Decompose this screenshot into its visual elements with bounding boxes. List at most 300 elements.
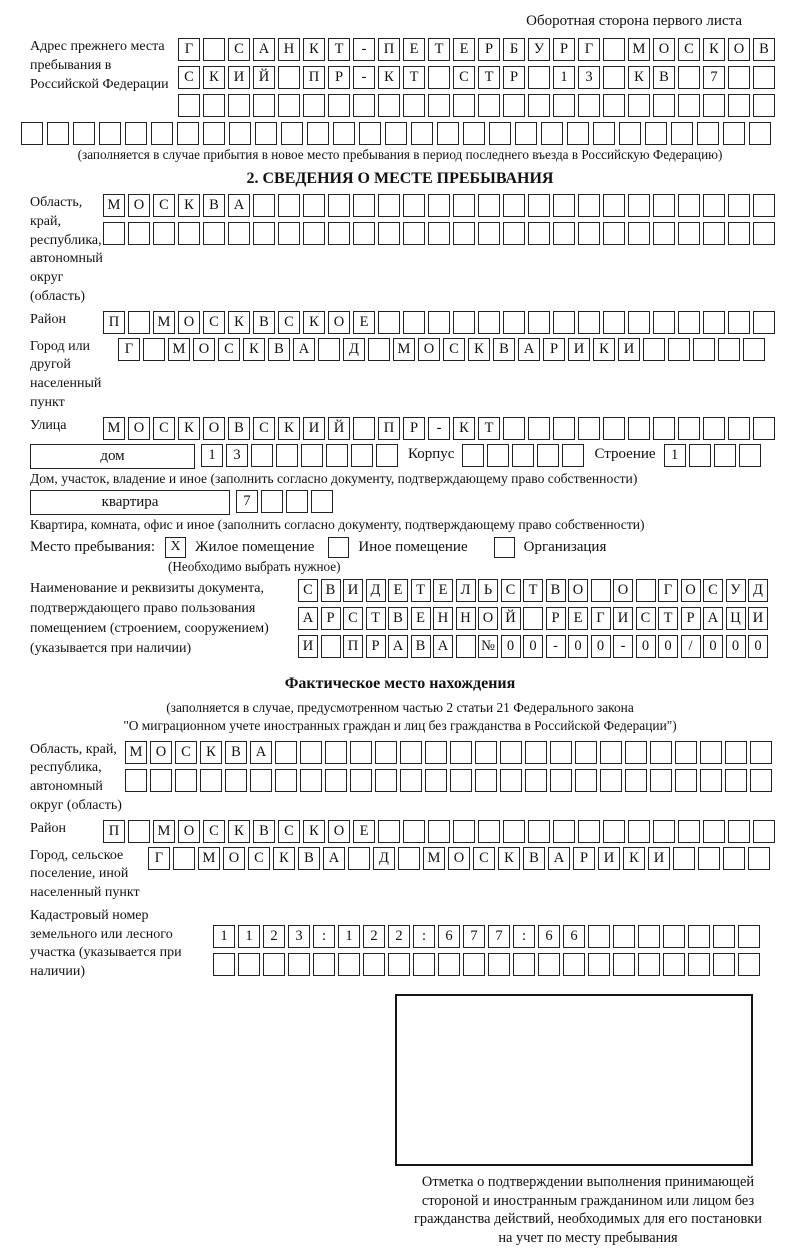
char-cell[interactable] xyxy=(438,953,460,976)
char-cell[interactable] xyxy=(453,194,475,217)
char-cell[interactable]: И xyxy=(343,579,363,602)
char-cell[interactable]: А xyxy=(293,338,315,361)
char-cell[interactable]: М xyxy=(153,311,175,334)
char-cell[interactable]: Г xyxy=(591,607,611,630)
char-cell[interactable]: И xyxy=(568,338,590,361)
char-cell[interactable] xyxy=(675,769,697,792)
char-cell[interactable]: Т xyxy=(523,579,543,602)
char-cell[interactable]: Р xyxy=(321,607,341,630)
char-cell[interactable]: / xyxy=(681,635,701,658)
char-cell[interactable] xyxy=(253,194,275,217)
char-cell[interactable]: 2 xyxy=(263,925,285,948)
char-cell[interactable]: С xyxy=(278,311,300,334)
char-cell[interactable] xyxy=(750,741,772,764)
char-cell[interactable] xyxy=(550,741,572,764)
char-cell[interactable] xyxy=(700,741,722,764)
char-cell[interactable]: 2 xyxy=(388,925,410,948)
char-cell[interactable] xyxy=(450,741,472,764)
char-cell[interactable]: О xyxy=(568,579,588,602)
char-cell[interactable] xyxy=(225,769,247,792)
char-cell[interactable] xyxy=(203,222,225,245)
char-cell[interactable]: П xyxy=(103,820,125,843)
char-cell[interactable] xyxy=(613,925,635,948)
char-cell[interactable] xyxy=(300,769,322,792)
char-cell[interactable] xyxy=(675,741,697,764)
char-cell[interactable]: Й xyxy=(253,66,275,89)
char-cell[interactable]: К xyxy=(228,820,250,843)
char-cell[interactable]: 0 xyxy=(748,635,768,658)
char-cell[interactable] xyxy=(400,741,422,764)
char-cell[interactable] xyxy=(628,417,650,440)
char-cell[interactable] xyxy=(575,741,597,764)
char-cell[interactable]: Т xyxy=(328,38,350,61)
char-cell[interactable]: П xyxy=(303,66,325,89)
char-cell[interactable]: К xyxy=(278,417,300,440)
char-cell[interactable]: 1 xyxy=(213,925,235,948)
char-cell[interactable]: № xyxy=(478,635,498,658)
char-cell[interactable] xyxy=(450,769,472,792)
char-cell[interactable]: Е xyxy=(403,38,425,61)
char-cell[interactable]: Г xyxy=(658,579,678,602)
char-cell[interactable] xyxy=(591,579,611,602)
char-cell[interactable]: Р xyxy=(478,38,500,61)
char-cell[interactable] xyxy=(503,311,525,334)
char-cell[interactable]: А xyxy=(548,847,570,870)
char-cell[interactable]: Т xyxy=(478,66,500,89)
char-cell[interactable]: Е xyxy=(411,607,431,630)
char-cell[interactable] xyxy=(313,953,335,976)
char-cell[interactable]: В xyxy=(268,338,290,361)
char-cell[interactable] xyxy=(303,222,325,245)
char-cell[interactable] xyxy=(228,222,250,245)
char-cell[interactable] xyxy=(503,820,525,843)
char-cell[interactable] xyxy=(177,122,199,145)
char-cell[interactable]: Т xyxy=(658,607,678,630)
char-cell[interactable]: С xyxy=(453,66,475,89)
char-cell[interactable]: О xyxy=(178,820,200,843)
char-cell[interactable] xyxy=(728,417,750,440)
char-cell[interactable] xyxy=(128,311,150,334)
char-cell[interactable] xyxy=(650,741,672,764)
char-cell[interactable]: К xyxy=(378,66,400,89)
char-cell[interactable] xyxy=(376,444,398,467)
char-cell[interactable] xyxy=(523,607,543,630)
char-cell[interactable] xyxy=(528,66,550,89)
char-cell[interactable]: В xyxy=(321,579,341,602)
char-cell[interactable] xyxy=(487,444,509,467)
char-cell[interactable] xyxy=(697,122,719,145)
char-cell[interactable]: : xyxy=(313,925,335,948)
char-cell[interactable]: Д xyxy=(748,579,768,602)
char-cell[interactable] xyxy=(653,222,675,245)
char-cell[interactable]: В xyxy=(546,579,566,602)
char-cell[interactable]: С xyxy=(153,417,175,440)
char-cell[interactable] xyxy=(728,820,750,843)
char-cell[interactable] xyxy=(671,122,693,145)
char-cell[interactable]: 0 xyxy=(523,635,543,658)
char-cell[interactable]: К xyxy=(303,38,325,61)
char-cell[interactable]: - xyxy=(353,66,375,89)
char-cell[interactable]: К xyxy=(200,741,222,764)
char-cell[interactable]: О xyxy=(193,338,215,361)
char-cell[interactable] xyxy=(411,122,433,145)
char-cell[interactable]: 0 xyxy=(658,635,678,658)
char-cell[interactable] xyxy=(353,417,375,440)
char-cell[interactable] xyxy=(143,338,165,361)
char-cell[interactable]: 7 xyxy=(236,490,258,513)
char-cell[interactable]: О xyxy=(418,338,440,361)
char-cell[interactable] xyxy=(325,741,347,764)
char-cell[interactable]: К xyxy=(273,847,295,870)
char-cell[interactable]: Б xyxy=(503,38,525,61)
char-cell[interactable] xyxy=(537,444,559,467)
char-cell[interactable] xyxy=(619,122,641,145)
char-cell[interactable]: С xyxy=(443,338,465,361)
char-cell[interactable] xyxy=(353,222,375,245)
char-cell[interactable]: Г xyxy=(148,847,170,870)
char-cell[interactable] xyxy=(739,444,761,467)
char-cell[interactable]: 7 xyxy=(463,925,485,948)
char-cell[interactable] xyxy=(578,820,600,843)
char-cell[interactable] xyxy=(528,417,550,440)
char-cell[interactable] xyxy=(475,769,497,792)
char-cell[interactable]: К xyxy=(178,194,200,217)
char-cell[interactable] xyxy=(478,311,500,334)
char-cell[interactable] xyxy=(749,122,771,145)
char-cell[interactable] xyxy=(353,94,375,117)
char-cell[interactable] xyxy=(453,94,475,117)
char-cell[interactable] xyxy=(338,953,360,976)
char-cell[interactable] xyxy=(363,953,385,976)
char-cell[interactable] xyxy=(238,953,260,976)
char-cell[interactable]: В xyxy=(388,607,408,630)
char-cell[interactable] xyxy=(503,194,525,217)
char-cell[interactable] xyxy=(628,194,650,217)
char-cell[interactable] xyxy=(588,925,610,948)
char-cell[interactable] xyxy=(653,94,675,117)
char-cell[interactable] xyxy=(578,194,600,217)
char-cell[interactable]: Й xyxy=(501,607,521,630)
char-cell[interactable]: Е xyxy=(453,38,475,61)
char-cell[interactable] xyxy=(375,769,397,792)
char-cell[interactable] xyxy=(428,66,450,89)
char-cell[interactable] xyxy=(378,194,400,217)
char-cell[interactable] xyxy=(301,444,323,467)
char-cell[interactable]: В xyxy=(253,311,275,334)
char-cell[interactable]: С xyxy=(501,579,521,602)
char-cell[interactable] xyxy=(714,444,736,467)
char-cell[interactable] xyxy=(653,820,675,843)
char-cell[interactable] xyxy=(563,953,585,976)
char-cell[interactable] xyxy=(488,953,510,976)
char-cell[interactable]: 0 xyxy=(568,635,588,658)
char-cell[interactable] xyxy=(678,417,700,440)
char-cell[interactable] xyxy=(753,222,775,245)
char-cell[interactable]: П xyxy=(343,635,363,658)
char-cell[interactable]: К xyxy=(228,311,250,334)
char-cell[interactable] xyxy=(603,222,625,245)
char-cell[interactable]: С xyxy=(343,607,363,630)
char-cell[interactable] xyxy=(723,122,745,145)
char-cell[interactable]: 0 xyxy=(703,635,723,658)
char-cell[interactable] xyxy=(512,444,534,467)
char-cell[interactable] xyxy=(500,741,522,764)
char-cell[interactable]: Т xyxy=(366,607,386,630)
char-cell[interactable] xyxy=(503,222,525,245)
char-cell[interactable]: Й xyxy=(328,417,350,440)
char-cell[interactable] xyxy=(553,417,575,440)
char-cell[interactable] xyxy=(403,222,425,245)
char-cell[interactable] xyxy=(703,311,725,334)
char-cell[interactable]: 6 xyxy=(538,925,560,948)
char-cell[interactable] xyxy=(600,741,622,764)
char-cell[interactable]: О xyxy=(613,579,633,602)
char-cell[interactable]: Р xyxy=(573,847,595,870)
char-cell[interactable]: 6 xyxy=(438,925,460,948)
char-cell[interactable]: Д xyxy=(343,338,365,361)
char-cell[interactable]: - xyxy=(613,635,633,658)
char-cell[interactable]: У xyxy=(528,38,550,61)
char-cell[interactable]: С xyxy=(678,38,700,61)
char-cell[interactable] xyxy=(475,741,497,764)
char-cell[interactable] xyxy=(700,769,722,792)
char-cell[interactable] xyxy=(348,847,370,870)
char-cell[interactable]: Е xyxy=(353,311,375,334)
char-cell[interactable] xyxy=(513,953,535,976)
char-cell[interactable]: М xyxy=(103,194,125,217)
char-cell[interactable] xyxy=(643,338,665,361)
char-cell[interactable]: О xyxy=(653,38,675,61)
char-cell[interactable] xyxy=(150,769,172,792)
char-cell[interactable] xyxy=(703,820,725,843)
char-cell[interactable] xyxy=(453,222,475,245)
char-cell[interactable]: А xyxy=(298,607,318,630)
char-cell[interactable]: 1 xyxy=(238,925,260,948)
char-cell[interactable] xyxy=(326,444,348,467)
char-cell[interactable] xyxy=(350,741,372,764)
char-cell[interactable] xyxy=(378,94,400,117)
char-cell[interactable] xyxy=(251,444,273,467)
char-cell[interactable] xyxy=(578,311,600,334)
char-cell[interactable] xyxy=(678,311,700,334)
char-cell[interactable]: К xyxy=(623,847,645,870)
char-cell[interactable] xyxy=(175,769,197,792)
char-cell[interactable]: С xyxy=(703,579,723,602)
char-cell[interactable]: : xyxy=(513,925,535,948)
char-cell[interactable] xyxy=(128,820,150,843)
char-cell[interactable] xyxy=(275,741,297,764)
char-cell[interactable]: О xyxy=(681,579,701,602)
char-cell[interactable] xyxy=(425,769,447,792)
char-cell[interactable] xyxy=(625,741,647,764)
char-cell[interactable] xyxy=(437,122,459,145)
char-cell[interactable] xyxy=(525,769,547,792)
char-cell[interactable] xyxy=(378,820,400,843)
char-cell[interactable] xyxy=(99,122,121,145)
char-cell[interactable] xyxy=(728,222,750,245)
char-cell[interactable] xyxy=(725,741,747,764)
char-cell[interactable]: : xyxy=(413,925,435,948)
char-cell[interactable]: Ц xyxy=(726,607,746,630)
char-cell[interactable]: Е xyxy=(353,820,375,843)
char-cell[interactable]: М xyxy=(125,741,147,764)
char-cell[interactable]: 7 xyxy=(488,925,510,948)
char-cell[interactable]: К xyxy=(303,311,325,334)
char-cell[interactable] xyxy=(593,122,615,145)
char-cell[interactable] xyxy=(678,222,700,245)
char-cell[interactable]: В xyxy=(225,741,247,764)
char-cell[interactable] xyxy=(723,847,745,870)
char-cell[interactable] xyxy=(288,953,310,976)
char-cell[interactable] xyxy=(178,222,200,245)
char-cell[interactable] xyxy=(281,122,303,145)
char-cell[interactable]: О xyxy=(478,607,498,630)
char-cell[interactable]: А xyxy=(228,194,250,217)
char-cell[interactable] xyxy=(255,122,277,145)
char-cell[interactable] xyxy=(359,122,381,145)
char-cell[interactable]: А xyxy=(388,635,408,658)
char-cell[interactable]: Е xyxy=(388,579,408,602)
char-cell[interactable] xyxy=(678,194,700,217)
char-cell[interactable]: С xyxy=(228,38,250,61)
char-cell[interactable]: Р xyxy=(553,38,575,61)
char-cell[interactable]: С xyxy=(175,741,197,764)
char-cell[interactable]: М xyxy=(153,820,175,843)
char-cell[interactable]: 3 xyxy=(288,925,310,948)
char-cell[interactable] xyxy=(403,194,425,217)
char-cell[interactable]: С xyxy=(203,820,225,843)
char-cell[interactable]: В xyxy=(298,847,320,870)
char-cell[interactable] xyxy=(428,222,450,245)
char-cell[interactable] xyxy=(703,94,725,117)
char-cell[interactable] xyxy=(276,444,298,467)
char-cell[interactable] xyxy=(478,194,500,217)
char-cell[interactable]: Т xyxy=(478,417,500,440)
char-cell[interactable] xyxy=(151,122,173,145)
char-cell[interactable] xyxy=(500,769,522,792)
char-cell[interactable]: М xyxy=(393,338,415,361)
char-cell[interactable] xyxy=(553,820,575,843)
checkbox-inoe[interactable] xyxy=(328,537,349,558)
char-cell[interactable]: С xyxy=(153,194,175,217)
char-cell[interactable] xyxy=(462,444,484,467)
char-cell[interactable]: С xyxy=(473,847,495,870)
char-cell[interactable] xyxy=(698,847,720,870)
char-cell[interactable] xyxy=(275,769,297,792)
char-cell[interactable] xyxy=(562,444,584,467)
char-cell[interactable] xyxy=(261,490,283,513)
char-cell[interactable]: Т xyxy=(403,66,425,89)
char-cell[interactable]: И xyxy=(618,338,640,361)
char-cell[interactable] xyxy=(203,122,225,145)
char-cell[interactable] xyxy=(728,94,750,117)
char-cell[interactable] xyxy=(47,122,69,145)
char-cell[interactable] xyxy=(638,953,660,976)
char-cell[interactable]: С xyxy=(278,820,300,843)
char-cell[interactable]: А xyxy=(703,607,723,630)
char-cell[interactable] xyxy=(603,94,625,117)
char-cell[interactable] xyxy=(307,122,329,145)
char-cell[interactable]: О xyxy=(328,820,350,843)
char-cell[interactable]: О xyxy=(150,741,172,764)
char-cell[interactable]: М xyxy=(168,338,190,361)
char-cell[interactable] xyxy=(628,94,650,117)
char-cell[interactable]: В xyxy=(203,194,225,217)
char-cell[interactable]: Г xyxy=(118,338,140,361)
char-cell[interactable] xyxy=(725,769,747,792)
char-cell[interactable]: Т xyxy=(428,38,450,61)
char-cell[interactable] xyxy=(503,417,525,440)
char-cell[interactable]: Д xyxy=(373,847,395,870)
char-cell[interactable]: 3 xyxy=(226,444,248,467)
char-cell[interactable] xyxy=(703,222,725,245)
char-cell[interactable]: И xyxy=(648,847,670,870)
char-cell[interactable] xyxy=(368,338,390,361)
char-cell[interactable] xyxy=(278,222,300,245)
char-cell[interactable] xyxy=(738,953,760,976)
char-cell[interactable]: С xyxy=(203,311,225,334)
char-cell[interactable]: Ь xyxy=(478,579,498,602)
char-cell[interactable] xyxy=(328,222,350,245)
char-cell[interactable] xyxy=(663,925,685,948)
char-cell[interactable] xyxy=(528,820,550,843)
char-cell[interactable]: А xyxy=(323,847,345,870)
char-cell[interactable]: К xyxy=(498,847,520,870)
char-cell[interactable] xyxy=(525,741,547,764)
char-cell[interactable] xyxy=(678,66,700,89)
char-cell[interactable]: В xyxy=(653,66,675,89)
char-cell[interactable] xyxy=(553,222,575,245)
char-cell[interactable]: С xyxy=(298,579,318,602)
char-cell[interactable] xyxy=(333,122,355,145)
char-cell[interactable] xyxy=(625,769,647,792)
char-cell[interactable] xyxy=(703,194,725,217)
char-cell[interactable]: М xyxy=(103,417,125,440)
char-cell[interactable]: 7 xyxy=(703,66,725,89)
char-cell[interactable] xyxy=(653,311,675,334)
char-cell[interactable]: В xyxy=(253,820,275,843)
checkbox-organizatsiya[interactable] xyxy=(494,537,515,558)
char-cell[interactable] xyxy=(318,338,340,361)
char-cell[interactable] xyxy=(628,311,650,334)
char-cell[interactable] xyxy=(653,417,675,440)
char-cell[interactable] xyxy=(528,311,550,334)
char-cell[interactable] xyxy=(253,94,275,117)
char-cell[interactable] xyxy=(456,635,476,658)
char-cell[interactable] xyxy=(553,194,575,217)
char-cell[interactable] xyxy=(748,847,770,870)
char-cell[interactable] xyxy=(603,311,625,334)
char-cell[interactable]: Р xyxy=(403,417,425,440)
char-cell[interactable]: Д xyxy=(366,579,386,602)
char-cell[interactable] xyxy=(321,635,341,658)
char-cell[interactable]: Р xyxy=(681,607,701,630)
char-cell[interactable] xyxy=(753,194,775,217)
char-cell[interactable] xyxy=(693,338,715,361)
char-cell[interactable] xyxy=(753,94,775,117)
char-cell[interactable] xyxy=(678,94,700,117)
char-cell[interactable]: М xyxy=(198,847,220,870)
char-cell[interactable] xyxy=(203,38,225,61)
char-cell[interactable]: И xyxy=(228,66,250,89)
char-cell[interactable] xyxy=(750,769,772,792)
char-cell[interactable] xyxy=(286,490,308,513)
char-cell[interactable]: О xyxy=(728,38,750,61)
char-cell[interactable]: 0 xyxy=(636,635,656,658)
char-cell[interactable] xyxy=(200,769,222,792)
char-cell[interactable] xyxy=(403,311,425,334)
char-cell[interactable] xyxy=(350,769,372,792)
